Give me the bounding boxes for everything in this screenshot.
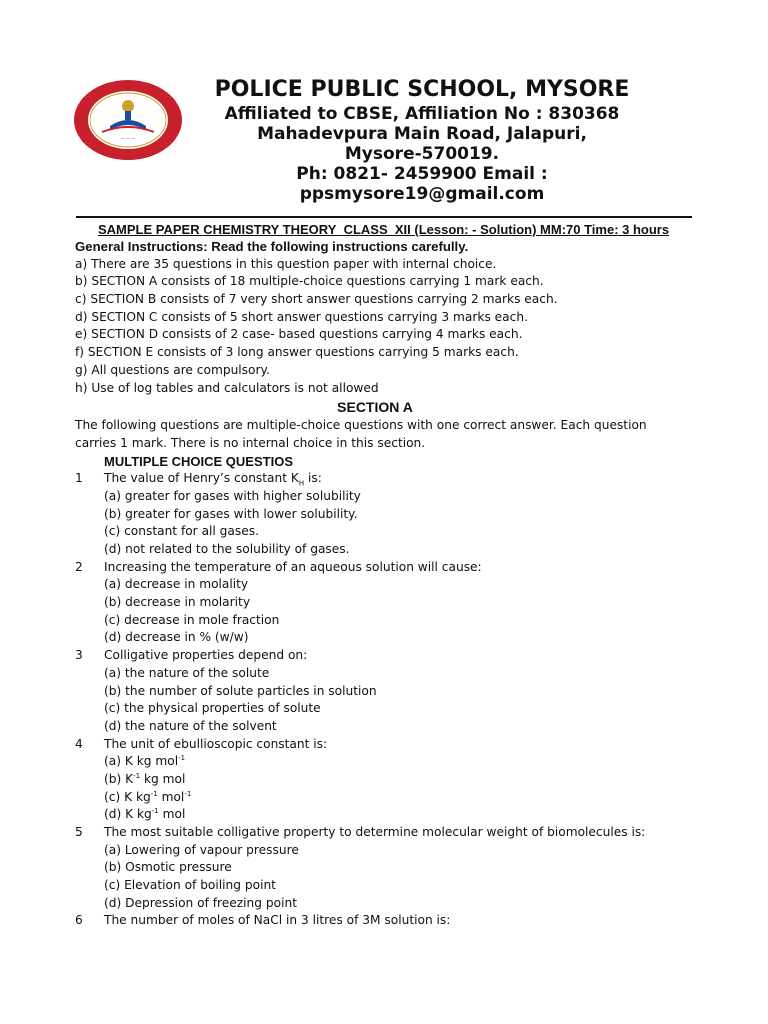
- question: [75, 912, 675, 930]
- school-name: POLICE PUBLIC SCHOOL, MYSORE: [214, 77, 630, 102]
- answer-option: (c) decrease in mole fraction: [104, 612, 280, 627]
- affiliation-line: Affiliated to CBSE, Affiliation No : 830368: [224, 104, 620, 124]
- instruction-item: d) SECTION C consists of 5 short answer questions carrying 3 marks each.: [75, 309, 528, 324]
- question-text: The unit of ebullioscopic constant is:: [104, 736, 328, 751]
- instruction-item: b) SECTION A consists of 18 multiple-choice questions carrying 1 mark each.: [75, 274, 544, 289]
- instruction-item: c) SECTION B consists of 7 very short answer questions carrying 2 marks each.: [75, 292, 558, 307]
- question-number: 1: [75, 471, 83, 486]
- general-instructions-heading: General Instructions: Read the following instructions carefully.: [75, 239, 469, 254]
- answer-option: (a) the nature of the solute: [104, 665, 270, 680]
- answer-option: (b) decrease in molarity: [104, 595, 251, 610]
- answer-option: (b) the number of solute particles in solution: [104, 683, 377, 698]
- question: [75, 470, 675, 488]
- answer-option: (d) decrease in % (w/w): [104, 630, 249, 645]
- question-text: The most suitable colligative property to determine molecular weight of biomolecules is:: [104, 825, 646, 839]
- address-line-2: Mysore-570019.: [344, 144, 500, 164]
- section-a-intro: carries 1 mark. There is no internal choice in this section.: [75, 435, 426, 450]
- question-text: Increasing the temperature of an aqueous solution will cause:: [104, 559, 482, 574]
- answer-option: (a) decrease in molality: [104, 577, 249, 592]
- question-number: 2: [75, 559, 83, 574]
- answer-option: (b) Osmotic pressure: [104, 860, 232, 875]
- answer-option: (b) $K^{-1}$ kg mol: [104, 771, 186, 786]
- question-number: 5: [75, 825, 83, 839]
- school-header: [196, 76, 648, 204]
- document-body: [75, 238, 675, 930]
- answer-option: (d) the nature of the solvent: [104, 718, 277, 733]
- question-number: 4: [75, 736, 83, 751]
- answer-option: (d) K $kg^{-1}$ mol: [104, 807, 186, 822]
- instruction-item: a) There are 35 questions in this question paper with internal choice.: [75, 256, 497, 271]
- answer-option: (a) Lowering of vapour pressure: [104, 842, 299, 857]
- contact-line-2: ppsmysore19@gmail.com: [299, 184, 545, 204]
- question-text: The value of Henry’s constant $K_H$ is:: [104, 471, 322, 488]
- question: [75, 559, 675, 577]
- question-number: 3: [75, 648, 83, 663]
- answer-option: (a) K kg mol$^{-1}$: [104, 754, 186, 769]
- answer-option: (c) constant for all gases.: [104, 524, 259, 539]
- instruction-item: e) SECTION D consists of 2 case- based questions carrying 4 marks each.: [75, 327, 523, 342]
- question: [75, 647, 675, 665]
- question-number: 6: [75, 913, 83, 928]
- section-a-intro: The following questions are multiple-choice questions with one correct answer. Each question: [75, 418, 647, 433]
- svg-text:— — —: — — —: [120, 136, 136, 141]
- instruction-item: f) SECTION E consists of 3 long answer questions carrying 5 marks each.: [75, 345, 519, 360]
- answer-option: (d) not related to the solubility of gases.: [104, 542, 350, 556]
- school-logo: [72, 78, 184, 162]
- answer-option: (b) greater for gases with lower solubility.: [104, 506, 358, 521]
- answer-option: (c) the physical properties of solute: [104, 701, 321, 716]
- question: [75, 824, 675, 842]
- paper-title: SAMPLE PAPER CHEMISTRY THEORY_CLASS_XII (Lesson: - Solution) MM:70 Time: 3 hours: [98, 222, 670, 237]
- contact-line-1: Ph: 0821- 2459900 Email :: [296, 164, 548, 184]
- section-a-heading: SECTION A: [337, 399, 413, 416]
- answer-option: (d) Depression of freezing point: [104, 895, 297, 910]
- question: [75, 736, 675, 754]
- question-text: Colligative properties depend on:: [104, 648, 308, 663]
- answer-option: (c) K $kg^{-1}$ mol$^{-1}$: [104, 789, 192, 804]
- address-line-1: Mahadevpura Main Road, Jalapuri,: [257, 124, 587, 144]
- answer-option: (c) Elevation of boiling point: [104, 878, 276, 893]
- instruction-item: g) All questions are compulsory.: [75, 362, 270, 377]
- question-text: The number of moles of NaCl in 3 litres of 3M solution is:: [104, 913, 451, 928]
- instruction-item: h) Use of log tables and calculators is not allowed: [75, 380, 379, 395]
- answer-option: (a) greater for gases with higher solubility: [104, 488, 361, 503]
- header-divider: [76, 216, 692, 218]
- mcq-subheading: MULTIPLE CHOICE QUESTIOS: [104, 453, 293, 469]
